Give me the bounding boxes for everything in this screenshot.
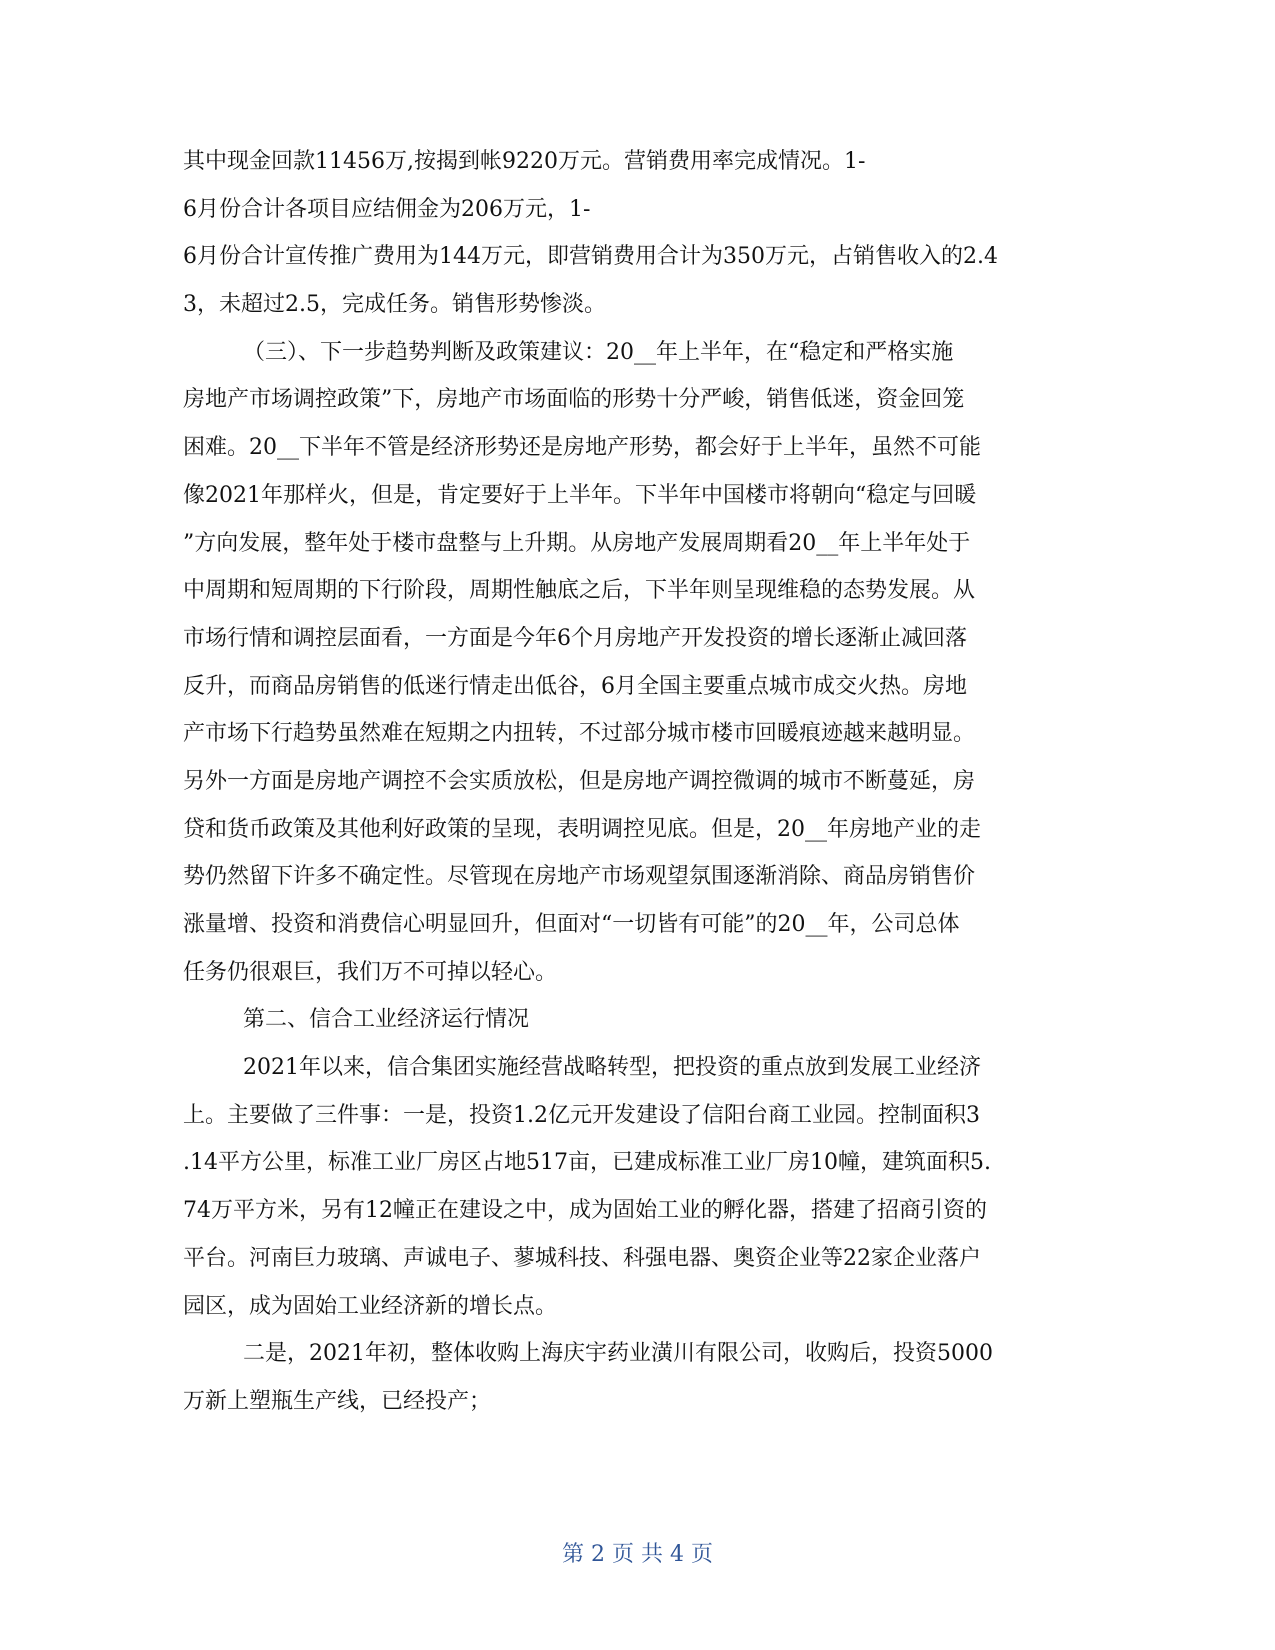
section-heading: 第二、信合工业经济运行情况: [243, 1007, 530, 1033]
text-line: 上。主要做了三件事：一是，投资1.2亿元开发建设了信阳台商工业园。控制面积3: [183, 1102, 980, 1128]
text-line: 困难。20__下半年不管是经济形势还是房地产形势，都会好于上半年，虽然不可能: [183, 435, 981, 461]
text-line: 万新上塑瓶生产线，已经投产；: [183, 1388, 492, 1414]
text-line: 园区，成为固始工业经济新的增长点。: [183, 1293, 558, 1319]
text-line: 反升，而商品房销售的低迷行情走出低谷，6月全国主要重点城市成交火热。房地: [183, 673, 967, 699]
page-footer: 第 2 页 共 4 页: [562, 1542, 713, 1567]
text-line: 74万平方米，另有12幢正在建设之中，成为固始工业的孵化器，搭建了招商引资的: [183, 1198, 987, 1224]
text-line: 平台。河南巨力玻璃、声诚电子、蓼城科技、科强电器、奥资企业等22家企业落户: [183, 1245, 981, 1271]
text-line: 其中现金回款11456万,按揭到帐9220万元。营销费用率完成情况。1-: [183, 149, 866, 174]
text-line: 中周期和短周期的下行阶段，周期性触底之后，下半年则呈现维稳的态势发展。从: [183, 578, 976, 604]
text-line: 6月份合计宣传推广费用为144万元，即营销费用合计为350万元，占销售收入的2.4: [183, 244, 998, 270]
text-line: 贷和货币政策及其他利好政策的呈现，表明调控见底。但是，20__年房地产业的走: [183, 816, 981, 842]
text-line: 市场行情和调控层面看，一方面是今年6个月房地产开发投资的增长逐渐止减回落: [183, 625, 967, 651]
text-line: （三）、下一步趋势判断及政策建议：20__年上半年，在“稳定和严格实施: [243, 339, 954, 365]
text-line: 2021年以来，信合集团实施经营战略转型，把投资的重点放到发展工业经济: [243, 1055, 981, 1081]
text-line: 产市场下行趋势虽然难在短期之内扭转，不过部分城市楼市回暖痕迹越来越明显。: [183, 721, 976, 747]
text-line: 房地产市场调控政策”下，房地产市场面临的形势十分严峻，销售低迷，资金回笼: [183, 387, 965, 413]
text-line: 另外一方面是房地产调控不会实质放松，但是房地产调控微调的城市不断蔓延，房: [183, 768, 976, 794]
text-line: 6月份合计各项目应结佣金为206万元，1-: [183, 196, 591, 222]
text-line: .14平方公里，标准工业厂房区占地517亩，已建成标准工业厂房10幢，建筑面积5.: [183, 1150, 991, 1176]
text-line: 涨量增、投资和消费信心明显回升，但面对“一切皆有可能”的20__年，公司总体: [183, 912, 960, 937]
text-line: 二是，2021年初，整体收购上海庆宇药业潢川有限公司，收购后，投资5000: [243, 1341, 993, 1367]
text-line: 像2021年那样火，但是，肯定要好于上半年。下半年中国楼市将朝向“稳定与回暖: [183, 482, 977, 508]
text-line: ”方向发展，整年处于楼市盘整与上升期。从房地产发展周期看20__年上半年处于: [183, 530, 971, 556]
text-line: 3，未超过2.5，完成任务。销售形势惨淡。: [183, 292, 606, 318]
text-line: 任务仍很艰巨，我们万不可掉以轻心。: [183, 959, 558, 985]
text-line: 势仍然留下许多不确定性。尽管现在房地产市场观望氛围逐渐消除、商品房销售价: [183, 864, 976, 890]
document-body: [183, 138, 1088, 1426]
